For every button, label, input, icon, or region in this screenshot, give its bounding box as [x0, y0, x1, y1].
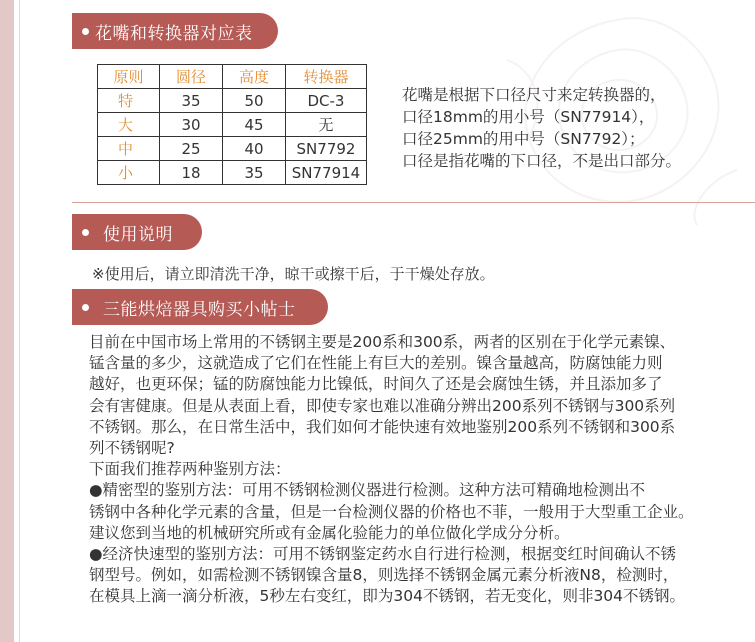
table-header-cell: 高度 [223, 65, 286, 89]
section-title-usage [72, 214, 202, 250]
section-title-text: 三能烘焙器具购买小帖士 [103, 299, 296, 320]
table-header-cell: 原则 [98, 65, 160, 89]
note-line: 口径25mm的用中号（SN7792）； [402, 130, 645, 148]
table-cell: 40 [223, 137, 286, 161]
table-cell: DC-3 [286, 89, 367, 113]
table-cell: 大 [98, 113, 160, 137]
section-title-text: 花嘴和转换器对应表 [95, 23, 253, 44]
table-header-cell: 圆径 [160, 65, 223, 89]
paragraph-line: ●经济快速型的鉴别方法：可用不锈钢鉴定药水自行进行检测，根据变红时间确认不锈 [89, 545, 677, 564]
section-title-text: 使用说明 [103, 224, 173, 245]
table-row [98, 89, 367, 113]
table-row [98, 161, 367, 185]
left-decorative-line [19, 0, 20, 642]
buying-tips-body [89, 332, 751, 608]
paragraph-line: 不锈钢。那么，在日常生活中，我们如何才能快速有效地鉴别200系列不锈钢和300系 [89, 417, 676, 436]
paragraph-line: 在模具上滴一滴分析液，5秒左右变红，即为304不锈钢，若无变化，则非304不锈钢。 [89, 587, 686, 606]
paragraph-line: 建议您到当地的机械研究所或有金属化验能力的单位做化学成分分析。 [89, 523, 570, 542]
table-cell: 35 [160, 89, 223, 113]
note-line: 口径是指花嘴的下口径，不是出口部分。 [402, 152, 682, 170]
table-row [98, 113, 367, 137]
note-line: 口径18mm的用小号（SN77914）， [402, 108, 655, 126]
table-cell: 30 [160, 113, 223, 137]
table-cell: 25 [160, 137, 223, 161]
table-cell: SN7792 [286, 137, 367, 161]
table-row [98, 137, 367, 161]
table-cell: 小 [98, 161, 160, 185]
section-divider [72, 202, 755, 203]
paragraph-line: 下面我们推荐两种鉴别方法： [89, 460, 291, 479]
section-title-nozzle-converter [72, 13, 278, 49]
paragraph-line: 锈钢中各种化学元素的含量，但是一台检测仪器的价格也不菲，一般用于大型重工企业。 [89, 502, 694, 521]
table-cell: 45 [223, 113, 286, 137]
table-cell: 中 [98, 137, 160, 161]
table-cell: 35 [223, 161, 286, 185]
bullet-dot-icon [82, 304, 89, 311]
left-decorative-stripe [0, 0, 14, 642]
paragraph-line: 列不锈钢呢? [89, 439, 175, 458]
paragraph-line: 越好，也更环保；锰的防腐蚀能力比镍低，时间久了还是会腐蚀生锈，并且添加多了 [89, 375, 663, 394]
table-cell: 18 [160, 161, 223, 185]
table-cell: 50 [223, 89, 286, 113]
paragraph-line: 目前在中国市场上常用的不锈钢主要是200系和300系，两者的区别在于化学元素镍、 [89, 333, 676, 351]
usage-instructions: ※使用后，请立即清洗干净，晾干或擦干后，于干燥处存放。 [92, 265, 495, 283]
converter-note [402, 84, 681, 172]
note-line: 花嘴是根据下口径尺寸来定转换器的， [402, 86, 666, 104]
table-cell: SN77914 [286, 161, 367, 185]
nozzle-converter-table [97, 64, 367, 185]
paragraph-line: 会有害健康。但是从表面上看，即使专家也难以准确分辨出200系列不锈钢与300系列 [89, 396, 676, 415]
paragraph-line: 锰含量的多少，这就造成了它们在性能上有巨大的差别。镍含量越高，防腐蚀能力则 [89, 354, 663, 373]
bullet-dot-icon [82, 28, 89, 35]
paragraph-line: 钢型号。例如，如需检测不锈钢镍含量8，则选择不锈钢金属元素分析液N8，检测时， [89, 566, 679, 585]
section-title-buying-tips [72, 289, 328, 325]
table-header-row [98, 65, 367, 89]
paragraph-line: ●精密型的鉴别方法：可用不锈钢检测仪器进行检测。这种方法可精确地检测出不 [89, 481, 646, 500]
table-header-cell: 转换器 [286, 65, 367, 89]
table-cell: 特 [98, 89, 160, 113]
table-cell: 无 [286, 113, 367, 137]
bullet-dot-icon [82, 229, 89, 236]
